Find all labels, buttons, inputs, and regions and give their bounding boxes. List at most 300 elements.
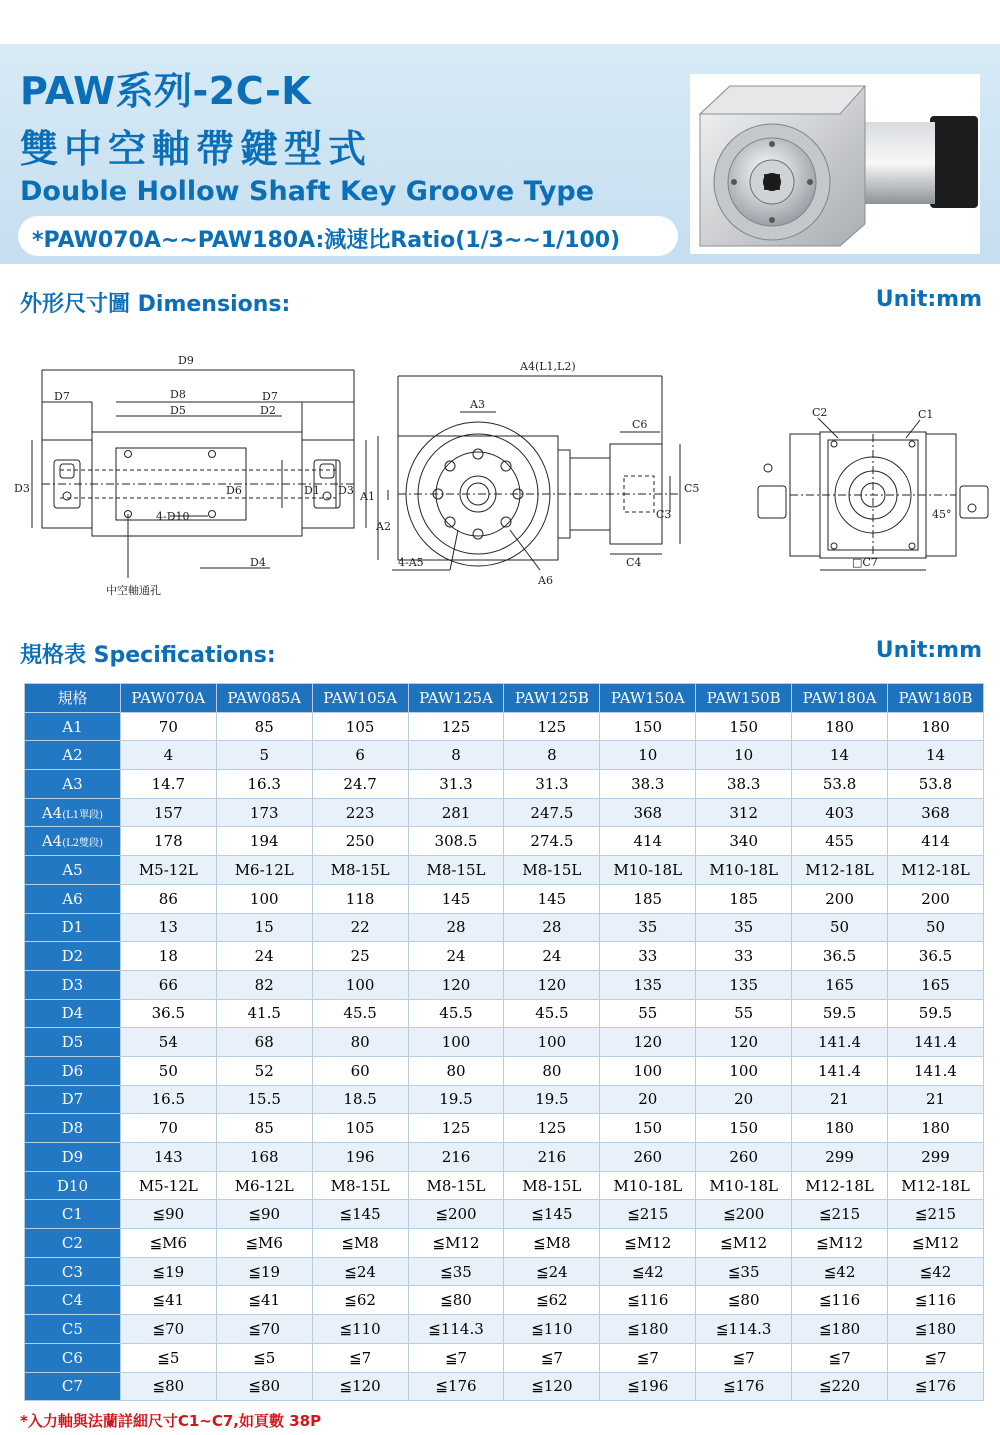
label-a3: A3: [470, 398, 485, 411]
row-label-sub: (L1單段): [62, 809, 104, 821]
row-label-text: A3: [62, 774, 83, 793]
spec-title: 規格表 Specifications:: [20, 643, 276, 668]
spec-cell: 455: [792, 827, 888, 856]
spec-cell: 5: [216, 741, 312, 770]
spec-cell: 24.7: [312, 770, 408, 799]
spec-cell: 260: [696, 1143, 792, 1172]
spec-cell: M12-18L: [792, 856, 888, 885]
table-row: [25, 1286, 984, 1315]
spec-cell: 281: [408, 798, 504, 827]
spec-cell: ≦180: [888, 1315, 984, 1344]
spec-cell: 120: [408, 970, 504, 999]
spec-cell: 31.3: [504, 770, 600, 799]
spec-cell: 15.5: [216, 1085, 312, 1114]
label-hollow: 中空軸通孔: [106, 584, 161, 597]
spec-unit: Unit:mm: [875, 638, 982, 663]
row-label-text: A1: [62, 717, 83, 736]
spec-cell: 157: [120, 798, 216, 827]
table-row: [25, 1028, 984, 1057]
row-label-text: D2: [61, 947, 84, 966]
spec-cell: 16.3: [216, 770, 312, 799]
spec-corner: 規格: [25, 684, 121, 713]
spec-cell: 20: [696, 1085, 792, 1114]
label-c6: C6: [632, 418, 648, 431]
model-header: PAW070A: [120, 684, 216, 713]
title-series: PAW系列-2C-K: [20, 69, 312, 113]
label-c7: □C7: [852, 556, 878, 569]
spec-cell: 180: [888, 712, 984, 741]
spec-cell: 28: [408, 913, 504, 942]
spec-cell: 80: [312, 1028, 408, 1057]
spec-cell: ≦7: [408, 1343, 504, 1372]
model-header: PAW105A: [312, 684, 408, 713]
row-label: [25, 1343, 121, 1372]
spec-cell: ≦M12: [408, 1229, 504, 1258]
spec-cell: 120: [504, 970, 600, 999]
table-row: [25, 1229, 984, 1258]
product-photo: [690, 74, 980, 254]
spec-cell: 66: [120, 970, 216, 999]
model-header: PAW180A: [792, 684, 888, 713]
label-deg: 45°: [932, 508, 952, 521]
label-a2: A2: [376, 520, 391, 533]
spec-cell: 24: [216, 942, 312, 971]
spec-cell: 85: [216, 1114, 312, 1143]
spec-cell: 100: [600, 1056, 696, 1085]
model-header: PAW085A: [216, 684, 312, 713]
spec-cell: 145: [504, 884, 600, 913]
model-header: PAW180B: [888, 684, 984, 713]
spec-cell: ≦215: [600, 1200, 696, 1229]
spec-cell: M10-18L: [696, 856, 792, 885]
spec-cell: 45.5: [504, 999, 600, 1028]
spec-cell: 368: [600, 798, 696, 827]
table-row: [25, 827, 984, 856]
spec-cell: 216: [504, 1143, 600, 1172]
row-label: [25, 1286, 121, 1315]
spec-cell: 299: [888, 1143, 984, 1172]
row-label-text: C4: [61, 1291, 83, 1310]
spec-cell: ≦114.3: [408, 1315, 504, 1344]
spec-cell: 135: [696, 970, 792, 999]
spec-cell: 165: [888, 970, 984, 999]
spec-cell: 55: [696, 999, 792, 1028]
row-label: [25, 1257, 121, 1286]
spec-cell: 403: [792, 798, 888, 827]
spec-cell: ≦200: [696, 1200, 792, 1229]
spec-cell: 143: [120, 1143, 216, 1172]
spec-cell: 141.4: [888, 1028, 984, 1057]
spec-cell: ≦19: [216, 1257, 312, 1286]
table-row: [25, 1200, 984, 1229]
spec-cell: 38.3: [696, 770, 792, 799]
spec-header-row: [25, 684, 984, 713]
row-label: [25, 1315, 121, 1344]
spec-cell: ≦176: [696, 1372, 792, 1401]
spec-cell: 105: [312, 712, 408, 741]
spec-cell: 53.8: [792, 770, 888, 799]
row-label: [25, 741, 121, 770]
row-label-text: A4: [41, 832, 63, 851]
row-label-text: D9: [61, 1147, 84, 1166]
row-label-text: C7: [61, 1377, 83, 1396]
spec-cell: ≦215: [792, 1200, 888, 1229]
spec-cell: 180: [888, 1114, 984, 1143]
spec-cell: M5-12L: [120, 856, 216, 885]
spec-cell: ≦7: [312, 1343, 408, 1372]
row-label: [25, 827, 121, 856]
spec-cell: ≦70: [216, 1315, 312, 1344]
spec-cell: 21: [792, 1085, 888, 1114]
spec-cell: 53.8: [888, 770, 984, 799]
spec-cell: ≦35: [408, 1257, 504, 1286]
spec-cell: M10-18L: [696, 1171, 792, 1200]
spec-cell: 260: [600, 1143, 696, 1172]
row-label: [25, 970, 121, 999]
row-label-text: C3: [61, 1262, 83, 1281]
spec-cell: 150: [600, 1114, 696, 1143]
spec-cell: 173: [216, 798, 312, 827]
table-row: [25, 884, 984, 913]
row-label-text: C6: [61, 1348, 83, 1367]
spec-cell: ≦M12: [792, 1229, 888, 1258]
row-label: [25, 1372, 121, 1401]
label-d4: D4: [250, 556, 266, 569]
spec-cell: M8-15L: [312, 1171, 408, 1200]
spec-cell: M6-12L: [216, 856, 312, 885]
spec-cell: 20: [600, 1085, 696, 1114]
spec-cell: 19.5: [504, 1085, 600, 1114]
table-row: [25, 1257, 984, 1286]
spec-cell: M8-15L: [408, 1171, 504, 1200]
spec-cell: 25: [312, 942, 408, 971]
row-label: [25, 770, 121, 799]
spec-cell: 100: [216, 884, 312, 913]
spec-cell: 14: [888, 741, 984, 770]
spec-cell: 80: [408, 1056, 504, 1085]
row-label: [25, 1114, 121, 1143]
row-label: [25, 1085, 121, 1114]
spec-cell: 100: [312, 970, 408, 999]
spec-cell: ≦120: [312, 1372, 408, 1401]
label-d10: 4-D10: [156, 510, 190, 523]
spec-cell: 16.5: [120, 1085, 216, 1114]
spec-cell: 141.4: [888, 1056, 984, 1085]
table-row: [25, 913, 984, 942]
spec-cell: 274.5: [504, 827, 600, 856]
label-a6: A6: [538, 574, 553, 587]
row-label-text: D10: [56, 1176, 88, 1195]
row-label: [25, 1056, 121, 1085]
spec-cell: 312: [696, 798, 792, 827]
spec-cell: 33: [696, 942, 792, 971]
spec-cell: 70: [120, 1114, 216, 1143]
spec-cell: 59.5: [888, 999, 984, 1028]
spec-cell: 70: [120, 712, 216, 741]
table-row: [25, 999, 984, 1028]
spec-cell: 308.5: [408, 827, 504, 856]
spec-cell: 35: [696, 913, 792, 942]
spec-cell: 24: [504, 942, 600, 971]
spec-cell: 125: [408, 712, 504, 741]
spec-cell: 223: [312, 798, 408, 827]
spec-cell: 180: [792, 712, 888, 741]
model-header: PAW125B: [504, 684, 600, 713]
row-label-text: D4: [61, 1004, 84, 1023]
spec-cell: 10: [600, 741, 696, 770]
label-a4: A4(L1,L2): [520, 360, 576, 373]
spec-cell: 185: [696, 884, 792, 913]
spec-cell: 10: [696, 741, 792, 770]
label-d7-right: D7: [262, 390, 278, 403]
row-label-sub: (L2雙段): [62, 838, 104, 850]
table-row: [25, 1114, 984, 1143]
spec-cell: M8-15L: [504, 1171, 600, 1200]
row-label-text: D8: [61, 1119, 84, 1138]
spec-cell: M8-15L: [504, 856, 600, 885]
spec-cell: 80: [504, 1056, 600, 1085]
spec-cell: 125: [408, 1114, 504, 1143]
model-header: PAW125A: [408, 684, 504, 713]
spec-cell: M12-18L: [792, 1171, 888, 1200]
spec-cell: ≦41: [216, 1286, 312, 1315]
label-d6: D6: [226, 484, 242, 497]
label-c3: C3: [656, 508, 672, 521]
spec-cell: 33: [600, 942, 696, 971]
row-label: [25, 1028, 121, 1057]
spec-cell: ≦M6: [120, 1229, 216, 1258]
spec-cell: 18: [120, 942, 216, 971]
table-row: [25, 1171, 984, 1200]
spec-cell: 86: [120, 884, 216, 913]
spec-cell: ≦7: [696, 1343, 792, 1372]
label-d3-right: D3: [338, 484, 354, 497]
row-label-text: A2: [62, 746, 83, 765]
spec-cell: 180: [792, 1114, 888, 1143]
spec-cell: ≦116: [888, 1286, 984, 1315]
spec-cell: ≦116: [792, 1286, 888, 1315]
footnote: *入力軸與法蘭詳細尺寸C1~C7,如頁數 38P: [20, 1412, 322, 1430]
spec-cell: 41.5: [216, 999, 312, 1028]
spec-cell: 250: [312, 827, 408, 856]
spec-cell: ≦M6: [216, 1229, 312, 1258]
label-d1: D1: [304, 484, 320, 497]
spec-cell: 38.3: [600, 770, 696, 799]
ratio-pill: [18, 216, 678, 256]
spec-cell: 8: [408, 741, 504, 770]
spec-cell: ≦110: [312, 1315, 408, 1344]
spec-cell: 414: [600, 827, 696, 856]
spec-cell: M5-12L: [120, 1171, 216, 1200]
row-label: [25, 942, 121, 971]
spec-cell: 145: [408, 884, 504, 913]
spec-cell: 150: [696, 1114, 792, 1143]
spec-cell: ≦42: [888, 1257, 984, 1286]
header-banner: [0, 44, 1000, 264]
spec-cell: 6: [312, 741, 408, 770]
spec-cell: ≦80: [120, 1372, 216, 1401]
spec-cell: 13: [120, 913, 216, 942]
spec-cell: 100: [504, 1028, 600, 1057]
label-a5: 4-A5: [398, 556, 424, 569]
spec-cell: 118: [312, 884, 408, 913]
spec-cell: ≦80: [696, 1286, 792, 1315]
spec-cell: ≦120: [504, 1372, 600, 1401]
spec-cell: ≦110: [504, 1315, 600, 1344]
label-d2: D2: [260, 404, 276, 417]
spec-cell: 22: [312, 913, 408, 942]
label-d3-left: D3: [14, 482, 30, 495]
table-row: [25, 1372, 984, 1401]
label-d7-left: D7: [54, 390, 70, 403]
spec-cell: ≦80: [408, 1286, 504, 1315]
spec-cell: M8-15L: [408, 856, 504, 885]
spec-cell: 141.4: [792, 1028, 888, 1057]
spec-cell: 340: [696, 827, 792, 856]
spec-cell: ≦24: [312, 1257, 408, 1286]
spec-cell: ≦M12: [696, 1229, 792, 1258]
spec-cell: 45.5: [312, 999, 408, 1028]
spec-cell: ≦180: [792, 1315, 888, 1344]
table-row: [25, 856, 984, 885]
spec-cell: 185: [600, 884, 696, 913]
row-label: [25, 999, 121, 1028]
spec-cell: ≦42: [600, 1257, 696, 1286]
table-row: [25, 1315, 984, 1344]
spec-cell: ≦M8: [504, 1229, 600, 1258]
spec-cell: 68: [216, 1028, 312, 1057]
spec-cell: ≦7: [792, 1343, 888, 1372]
spec-cell: 120: [600, 1028, 696, 1057]
spec-cell: 36.5: [792, 942, 888, 971]
spec-cell: ≦196: [600, 1372, 696, 1401]
spec-cell: ≦7: [888, 1343, 984, 1372]
spec-cell: 216: [408, 1143, 504, 1172]
row-label-text: D5: [61, 1033, 84, 1052]
ratio-note: *PAW070A~~PAW180A:減速比Ratio(1/3~~1/100): [32, 228, 621, 253]
spec-cell: 368: [888, 798, 984, 827]
spec-cell: 4: [120, 741, 216, 770]
spec-cell: ≦24: [504, 1257, 600, 1286]
table-row: [25, 741, 984, 770]
spec-cell: 15: [216, 913, 312, 942]
spec-cell: ≦215: [888, 1200, 984, 1229]
dimension-drawings: [14, 340, 985, 610]
row-label-text: D7: [61, 1090, 84, 1109]
spec-cell: ≦176: [408, 1372, 504, 1401]
row-label: [25, 913, 121, 942]
spec-cell: ≦M12: [888, 1229, 984, 1258]
row-label-text: C2: [61, 1233, 83, 1252]
spec-cell: 36.5: [120, 999, 216, 1028]
spec-cell: 82: [216, 970, 312, 999]
label-d8: D8: [170, 388, 186, 401]
spec-cell: 196: [312, 1143, 408, 1172]
title-english: Double Hollow Shaft Key Groove Type: [20, 176, 595, 207]
spec-cell: 28: [504, 913, 600, 942]
spec-cell: ≦114.3: [696, 1315, 792, 1344]
spec-cell: ≦62: [312, 1286, 408, 1315]
spec-cell: ≦90: [120, 1200, 216, 1229]
row-label: [25, 1200, 121, 1229]
row-label: [25, 1143, 121, 1172]
label-d9: D9: [178, 354, 194, 367]
row-label-text: D1: [61, 918, 84, 937]
row-label-text: D3: [61, 975, 84, 994]
row-label: [25, 1229, 121, 1258]
spec-cell: 178: [120, 827, 216, 856]
spec-cell: 150: [600, 712, 696, 741]
table-row: [25, 1343, 984, 1372]
spec-cell: ≦35: [696, 1257, 792, 1286]
spec-cell: ≦116: [600, 1286, 696, 1315]
spec-cell: ≦41: [120, 1286, 216, 1315]
spec-cell: 125: [504, 1114, 600, 1143]
row-label: [25, 1171, 121, 1200]
spec-cell: 21: [888, 1085, 984, 1114]
model-header: PAW150A: [600, 684, 696, 713]
spec-cell: ≦180: [600, 1315, 696, 1344]
row-label: [25, 798, 121, 827]
spec-cell: ≦5: [216, 1343, 312, 1372]
row-label-text: D6: [61, 1061, 84, 1080]
row-label: [25, 884, 121, 913]
row-label-text: A4: [41, 803, 63, 822]
spec-cell: ≦145: [312, 1200, 408, 1229]
spec-cell: 19.5: [408, 1085, 504, 1114]
spec-cell: 36.5: [888, 942, 984, 971]
row-label-text: C1: [61, 1205, 83, 1224]
table-row: [25, 798, 984, 827]
label-c5: C5: [684, 482, 700, 495]
spec-cell: 165: [792, 970, 888, 999]
spec-cell: ≦7: [600, 1343, 696, 1372]
spec-cell: M8-15L: [312, 856, 408, 885]
spec-cell: 54: [120, 1028, 216, 1057]
dimensions-title: 外形尺寸圖 Dimensions:: [20, 292, 291, 317]
spec-cell: M12-18L: [888, 1171, 984, 1200]
row-label: [25, 856, 121, 885]
table-row: [25, 1056, 984, 1085]
spec-cell: ≦M12: [600, 1229, 696, 1258]
table-row: [25, 712, 984, 741]
row-label-text: C5: [61, 1319, 83, 1338]
spec-cell: 14: [792, 741, 888, 770]
spec-cell: 50: [792, 913, 888, 942]
spec-cell: 31.3: [408, 770, 504, 799]
spec-cell: 35: [600, 913, 696, 942]
spec-cell: 105: [312, 1114, 408, 1143]
spec-cell: ≦220: [792, 1372, 888, 1401]
spec-cell: 200: [888, 884, 984, 913]
spec-cell: ≦19: [120, 1257, 216, 1286]
spec-cell: 125: [504, 712, 600, 741]
title-chinese: 雙中空軸帶鍵型式: [20, 127, 373, 171]
spec-cell: 120: [696, 1028, 792, 1057]
spec-cell: 50: [120, 1056, 216, 1085]
spec-cell: 45.5: [408, 999, 504, 1028]
table-row: [25, 1143, 984, 1172]
spec-cell: ≦M8: [312, 1229, 408, 1258]
table-row: [25, 770, 984, 799]
spec-cell: 299: [792, 1143, 888, 1172]
spec-cell: 24: [408, 942, 504, 971]
model-header: PAW150B: [696, 684, 792, 713]
spec-cell: ≦5: [120, 1343, 216, 1372]
spec-cell: 168: [216, 1143, 312, 1172]
spec-cell: 200: [792, 884, 888, 913]
row-label-text: A6: [62, 889, 83, 908]
